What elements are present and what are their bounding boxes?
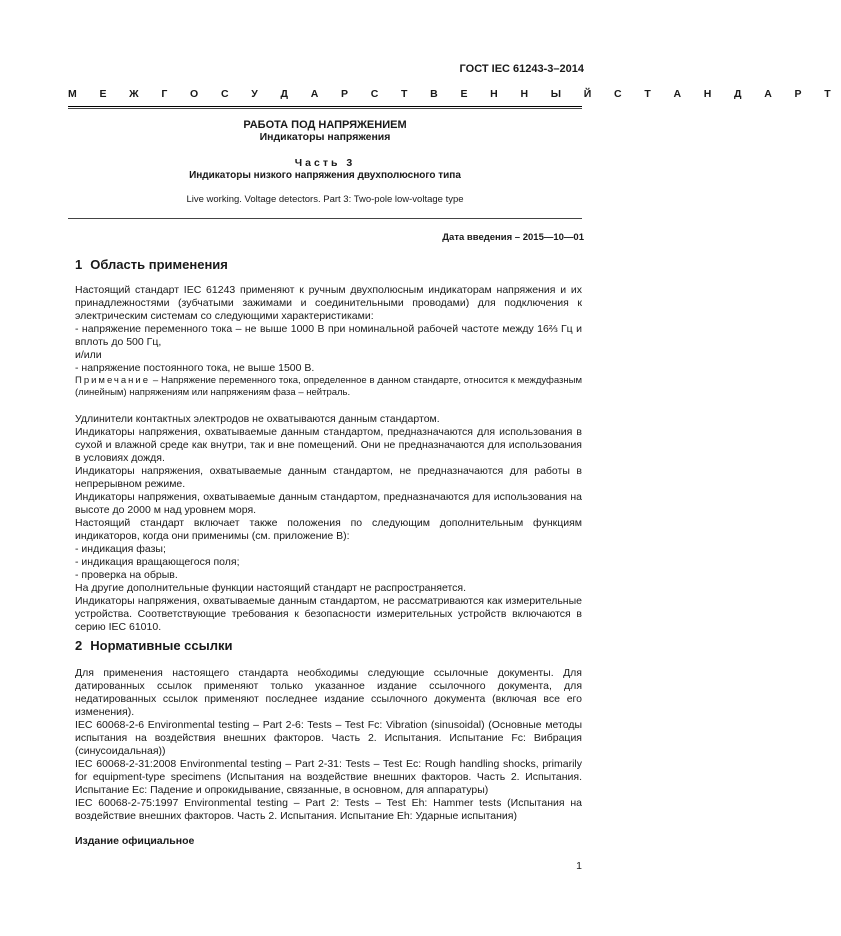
title-rule xyxy=(68,218,582,219)
title-sub: Индикаторы напряжения xyxy=(259,131,391,143)
section2-title: Нормативные ссылки xyxy=(90,638,233,653)
section2-heading xyxy=(75,638,232,653)
section1-title: Область применения xyxy=(90,257,228,272)
paragraph: Настоящий стандарт IEC 61243 применяют к ручным двухполюсным индикаторам напряжения и их принадлежностями (зубчатыми зажимами и соединительными проводами) для подключения к электрическим системам со следующими характеристиками: xyxy=(75,284,582,322)
introduction-date: Дата введения – 2015—10—01 xyxy=(442,232,584,243)
section2-number: 2 xyxy=(75,638,83,653)
section1-heading xyxy=(75,257,228,272)
english-title: Live working. Voltage detectors. Part 3: Two-pole low-voltage type xyxy=(186,194,464,205)
paragraph: и/или xyxy=(75,349,102,361)
section2-body xyxy=(75,667,582,823)
list-item: - индикация фазы; xyxy=(75,543,166,555)
interstate-standard-label: М Е Ж Г О С У Д А Р С Т В Е Н Н Ы Й С Т А Н Д А Р Т xyxy=(68,88,841,100)
section1-number: 1 xyxy=(75,257,83,272)
list-item: - индикация вращающегося поля; xyxy=(75,556,240,568)
note xyxy=(75,375,582,399)
paragraph: Настоящий стандарт включает также положения по следующим дополнительным функциям индикаторов, когда они применимы (см. приложение В): xyxy=(75,517,582,542)
title-main: РАБОТА ПОД НАПРЯЖЕНИЕМ xyxy=(243,119,407,131)
reference-item: IEC 60068-2-75:1997 Environmental testing – Part 2: Tests – Test Eh: Hammer tests (Испытания на воздействие внешних факторов. Часть 2. Испытания. Испытание Eh: Ударные испытания) xyxy=(75,797,582,822)
paragraph: Для применения настоящего стандарта необходимы следующие ссылочные документы. Для датированных ссылок применяют только указанное издание ссылочного документа, для недатированных ссылок применяют последнее издание ссылочного документа (включая все его изменения). xyxy=(75,667,582,718)
note-label: Примечание xyxy=(75,375,150,386)
page-number: 1 xyxy=(576,860,582,872)
reference-item: IEC 60068-2-31:2008 Environmental testing – Part 2-31: Tests – Test Ec: Rough handling shocks, primarily for equipment-type specimens (Испытания на воздействие внешних факторов. Часть 2. Испытания. Испытание Ec: Падение и опрокидывание, связанные, в основном, для аппаратуры) xyxy=(75,758,582,796)
official-edition-label: Издание официальное xyxy=(75,835,195,847)
paragraph: Удлинители контактных электродов не охватываются данным стандартом. xyxy=(75,413,440,425)
note-text: – Напряжение переменного тока, определенное в данном стандарте, относится к междуфазным (линейным) напряжениям или напряжениям фаза – нейтраль. xyxy=(75,375,582,398)
list-item: - напряжение постоянного тока, не выше 1500 В. xyxy=(75,362,315,374)
paragraph: Индикаторы напряжения, охватываемые данным стандартом, не предназначаются для работы в непрерывном режиме. xyxy=(75,465,582,490)
list-item: - проверка на обрыв. xyxy=(75,569,178,581)
header-rule-top xyxy=(68,106,582,107)
part-title: Индикаторы низкого напряжения двухполюсного типа xyxy=(189,170,461,181)
part-label: Часть 3 xyxy=(294,157,356,169)
paragraph: Индикаторы напряжения, охватываемые данным стандартом, не рассматриваются как измерительные устройства. Соответствующие требования к безопасности измерительных устройств включаются в серию IEC 61010. xyxy=(75,595,582,633)
paragraph: Индикаторы напряжения, охватываемые данным стандартом, предназначаются для использования на высоте до 2000 м над уровнем моря. xyxy=(75,491,582,516)
standard-number: ГОСТ IEC 61243-3–2014 xyxy=(459,63,584,75)
reference-item: IEC 60068-2-6 Environmental testing – Part 2-6: Tests – Test Fc: Vibration (sinusoidal) (Основные методы испытания на воздействия внешних факторов. Часть 2. Испытания. Испытание Fc: Вибрация (синусоидальная)) xyxy=(75,719,582,757)
list-item: - напряжение переменного тока – не выше 1000 В при номинальной рабочей частоте между 16⅔ Гц и вплоть до 500 Гц, xyxy=(75,323,582,348)
section1-body xyxy=(75,284,582,634)
paragraph: Индикаторы напряжения, охватываемые данным стандартом, предназначаются для использования в сухой и влажной среде как внутри, так и вне помещений. Они не предназначаются для использования в условиях дождя. xyxy=(75,426,582,464)
header-rule-bottom xyxy=(68,108,582,109)
paragraph: На другие дополнительные функции настоящий стандарт не распространяется. xyxy=(75,582,467,594)
